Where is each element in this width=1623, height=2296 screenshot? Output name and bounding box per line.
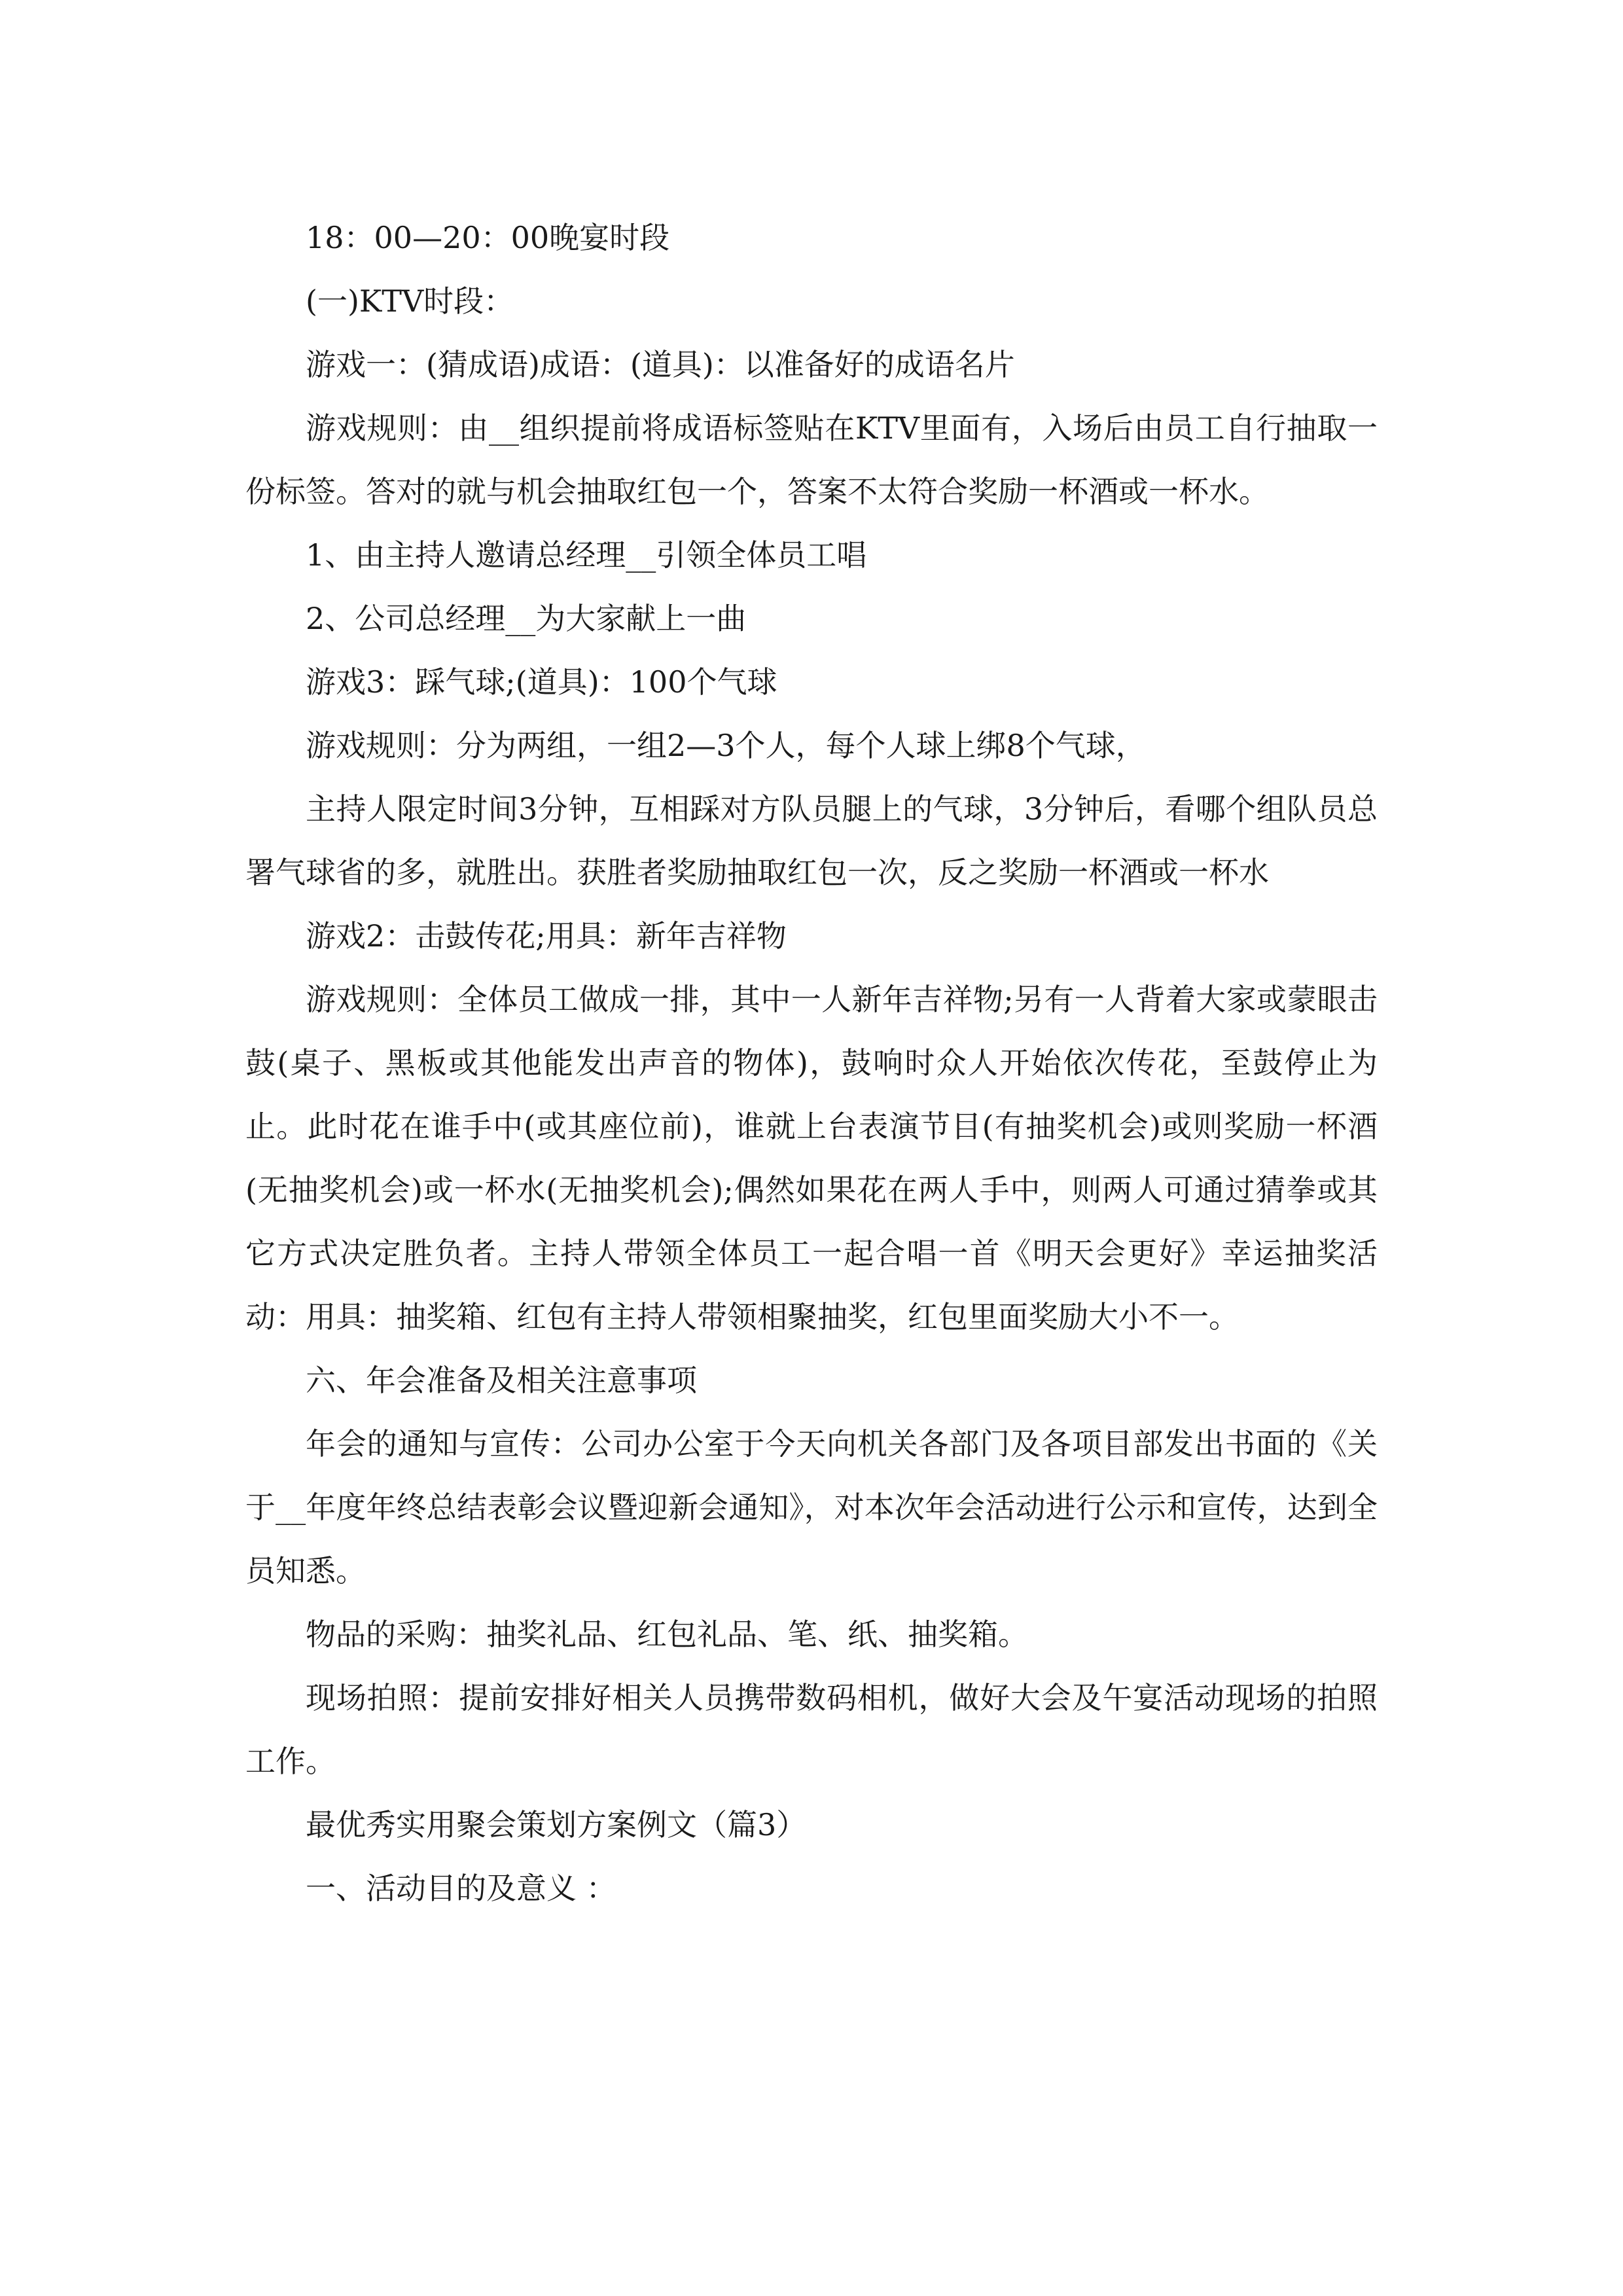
paragraph-banquet-time: 18：00—20：00晚宴时段 [306,220,670,255]
paragraph-game-three-rules: 游戏规则：分为两组，一组2—3个人，每个人球上绑8个气球， [306,728,1146,763]
paragraph-photography: 现场拍照：提前安排好相关人员携带数码相机，做好大会及午宴活动现场的拍照工作。 [245,1680,1378,1779]
paragraph-game-two-rules: 游戏规则：全体员工做成一排，其中一人新年吉祥物;另有一人背着大家或蒙眼击鼓(桌子、黑板或其他能发出声音的物体)，鼓响时众人开始依次传花，至鼓停止为止。此时花在谁手中(或其座位前)，谁就上台表演节目(有抽奖机会)或则奖励一杯酒(无抽奖机会)或一杯水(无抽奖机会);偶然如果花在两人手中，则两人可通过猜拳或其它方式决定胜负者。主持人带领全体员工一起合唱一首《明天会更好》幸运抽奖活动：用具：抽奖箱、红包有主持人带领相聚抽奖，红包里面奖励大小不一。 [245,982,1378,1335]
paragraph-section-one-heading: 一、活动目的及意义 ： [306,1871,616,1906]
paragraph-ktv-heading: (一)KTV时段： [306,283,514,319]
paragraph-game-two: 游戏2：击鼓传花;用具：新年吉祥物 [306,918,787,954]
paragraph-game-three: 游戏3：踩气球;(道具)：100个气球 [306,664,777,700]
paragraph-item-1: 1、由主持人邀请总经理__引领全体员工唱 [306,537,867,573]
paragraph-game-one: 游戏一：(猜成语)成语：(道具)：以准备好的成语名片 [306,347,1015,382]
document-body [245,206,1378,1920]
paragraph-article-title: 最优秀实用聚会策划方案例文（篇3） [306,1807,807,1842]
paragraph-item-2: 2、公司总经理__为大家献上一曲 [306,601,747,636]
paragraph-section-six-heading: 六、年会准备及相关注意事项 [306,1363,697,1398]
paragraph-game-three-detail: 主持人限定时间3分钟，互相踩对方队员腿上的气球，3分钟后，看哪个组队员总署气球省的多，就胜出。获胜者奖励抽取红包一次，反之奖励一杯酒或一杯水 [245,791,1378,890]
paragraph-notification: 年会的通知与宣传：公司办公室于今天向机关各部门及各项目部发出书面的《关于__年度年终总结表彰会议暨迎新会通知》，对本次年会活动进行公示和宣传，达到全员知悉。 [245,1426,1378,1588]
paragraph-game-one-rules: 游戏规则：由__组织提前将成语标签贴在KTV里面有，入场后由员工自行抽取一份标签。答对的就与机会抽取红包一个，答案不太符合奖励一杯酒或一杯水。 [245,410,1378,509]
paragraph-procurement: 物品的采购：抽奖礼品、红包礼品、笔、纸、抽奖箱。 [306,1617,1028,1652]
